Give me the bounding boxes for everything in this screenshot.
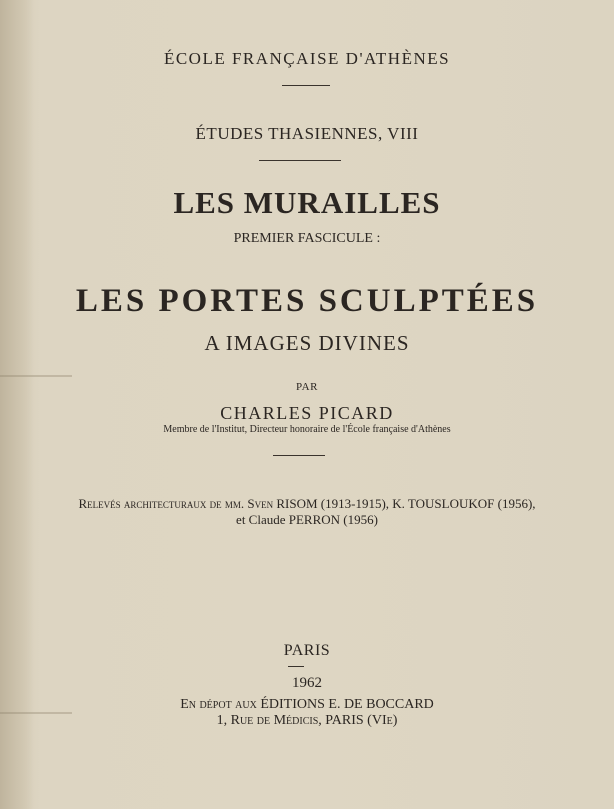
divider-rule (282, 85, 330, 86)
publication-city: PARIS (283, 642, 331, 659)
surveys-credit-line-1: Relevés architecturaux de mm. Sven RISOM (1913-1915), K. TOUSLOUKOF (1956), (78, 496, 536, 511)
divider-rule (288, 666, 304, 667)
divider-rule (273, 455, 325, 456)
publisher-address: 1, Rue de Médicis, PARIS (VIe) (216, 713, 398, 728)
volume-subtitle: A IMAGES DIVINES (204, 331, 410, 355)
author-name: CHARLES PICARD (220, 403, 394, 423)
page-crease (0, 375, 72, 377)
series-title: ÉTUDES THASIENNES, VIII (195, 124, 419, 143)
publication-year: 1962 (292, 675, 322, 691)
divider-rule (259, 160, 341, 161)
volume-title: LES PORTES SCULPTÉES (75, 283, 539, 319)
author-role: Membre de l'Institut, Directeur honoraire de l'École française d'Athènes (163, 424, 451, 435)
institution-name: ÉCOLE FRANÇAISE D'ATHÈNES (163, 49, 451, 68)
fascicle-label: PREMIER FASCICULE : (233, 231, 381, 246)
publisher-line: En dépot aux ÉDITIONS E. DE BOCCARD (180, 697, 434, 712)
book-title: LES MURAILLES (173, 185, 441, 220)
by-label: PAR (296, 381, 318, 393)
surveys-credit-line-2: et Claude PERRON (1956) (236, 512, 378, 527)
